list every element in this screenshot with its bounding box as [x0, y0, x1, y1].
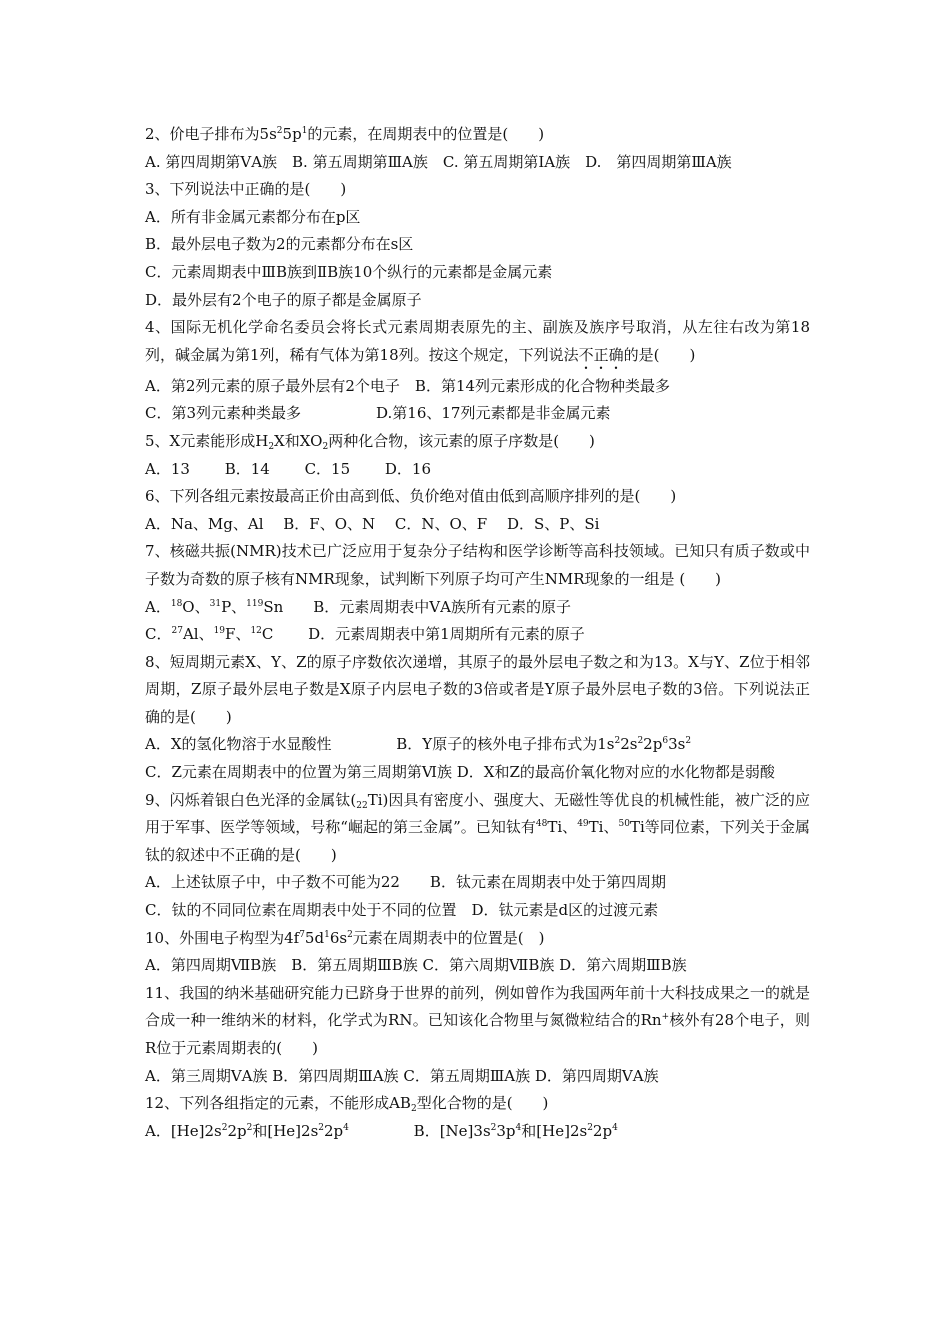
answer-options: A．所有非金属元素都分布在p区 — [145, 207, 361, 226]
question-stem: 4、国际无机化学命名委员会将长式元素周期表原先的主、副族及族序号取消，从左往右改为第18列，碱金属为第1列，稀有气体为第18列。按这个规定，下列说法不正确的是( ) — [145, 318, 810, 364]
answer-options: C．第3列元素种类最多 D.第16、17列元素都是非金属元素 — [145, 404, 611, 423]
answer-options: C．钛的不同同位素在周期表中处于不同的位置 D．钛元素是d区的过渡元素 — [145, 901, 659, 920]
question-stem: 9、闪烁着银白色光泽的金属钛$(_{22}Ti)$因具有密度小、强度大、无磁性等优良的机械性能，被广泛的应用于军事、医学等领域，号称“崛起的第三金属”。已知钛有$^{48}$Ti、$^{49}$Ti、$^{50}$Ti等同位素，下列关于金属钛的叙述中不正确的是( ) — [145, 790, 810, 864]
answer-options: A．13 B．14 C．15 D．16 — [145, 459, 432, 478]
question-3 — [145, 176, 810, 314]
question-9 — [145, 787, 810, 925]
question-stem: 12、下列各组指定的元素，不能形成$AB_2$型化合物的是( ) — [145, 1094, 549, 1115]
question-list — [145, 121, 810, 1145]
answer-options: B．最外层电子数为2的元素都分布在s区 — [145, 235, 414, 254]
answer-options: C．$^{27}$Al、$^{19}$F、$^{12}$C D．元素周期表中第1周期所有元素的原子 — [145, 625, 585, 644]
question-5 — [145, 428, 810, 483]
question-2 — [145, 121, 810, 176]
answer-options: A. 第四周期第ⅤA族 B. 第五周期第ⅢA族 C. 第五周期第ⅠA族 D. 第四周期第ⅢA族 — [145, 152, 732, 171]
answer-options: C．元素周期表中ⅢB族到ⅡB族10个纵行的元素都是金属元素 — [145, 262, 553, 281]
answer-options: A．X的氢化物溶于水显酸性 B．Y原子的核外电子排布式为$1s^22s^22p^63s^2$ — [145, 735, 692, 754]
answer-options: D．最外层有2个电子的原子都是金属原子 — [145, 290, 422, 309]
question-stem: 5、X元素能形成$H_2X$和$XO_2$两种化合物，该元素的原子序数是( ) — [145, 431, 595, 452]
answer-options: A．第2列元素的原子最外层有2个电子 B．第14列元素形成的化合物种类最多 — [145, 376, 671, 395]
question-11 — [145, 980, 810, 1090]
question-4 — [145, 314, 810, 428]
question-stem: 6、下列各组元素按最高正价由高到低、负价绝对值由低到高顺序排列的是( ) — [145, 487, 677, 506]
question-stem: 7、核磁共振(NMR)技术已广泛应用于复杂分子结构和医学诊断等高科技领域。已知只有质子数或中子数为奇数的原子核有NMR现象，试判断下列原子均可产生NMR现象的一组是 ( ) — [145, 542, 810, 588]
question-12 — [145, 1090, 810, 1145]
answer-options: A．第三周期ⅤA族 B．第四周期ⅢA族 C．第五周期ⅢA族 D．第四周期ⅤA族 — [145, 1066, 659, 1085]
question-stem: 3、下列说法中正确的是( ) — [145, 180, 347, 199]
question-stem: 8、短周期元素X、Y、Z的原子序数依次递增，其原子的最外层电子数之和为13。X与Y、Z位于相邻周期，Z原子最外层电子数是X原子内层电子数的3倍或者是Y原子最外层电子数的3倍。下列说法正确的是( ) — [145, 652, 810, 726]
question-7 — [145, 538, 810, 648]
question-stem: 10、外围电子构型为$4f^75d^16s^2$元素在周期表中的位置是( ) — [145, 928, 545, 947]
question-10 — [145, 925, 810, 980]
answer-options: A．$^{18}$O、$^{31}$P、$^{119}$Sn B．元素周期表中ⅤA族所有元素的原子 — [145, 597, 571, 616]
answer-options: A．上述钛原子中，中子数不可能为22 B．钛元素在周期表中处于第四周期 — [145, 873, 666, 892]
answer-options: A．$[He]2s^22p^2$和$[He]2s^22p^4$ B．$[Ne]3s^23p^4$和$[He]2s^22p^4$ — [145, 1121, 618, 1140]
question-stem: 11、我国的纳米基础研究能力已跻身于世界的前列，例如曾作为我国两年前十大科技成果之一的就是合成一种一维纳米的材料，化学式为RN。已知该化合物里与氮微粒结合的Rn+核外有28个电子，则R位于元素周期表的( ) — [145, 983, 810, 1057]
question-6 — [145, 483, 810, 538]
answer-options: C．Z元素在周期表中的位置为第三周期第Ⅵ族 D．X和Z的最高价氧化物对应的水化物都是弱酸 — [145, 763, 775, 782]
answer-options: A．第四周期ⅦB族 B．第五周期ⅢB族 C．第六周期ⅦB族 D．第六周期ⅢB族 — [145, 956, 687, 975]
question-stem: 2、价电子排布为$5s^25p^1$的元素，在周期表中的位置是( ) — [145, 125, 545, 143]
answer-options: A．Na、Mg、Al B．F、O、N C．N、O、F D．S、P、Si — [145, 514, 600, 533]
question-8 — [145, 649, 810, 787]
